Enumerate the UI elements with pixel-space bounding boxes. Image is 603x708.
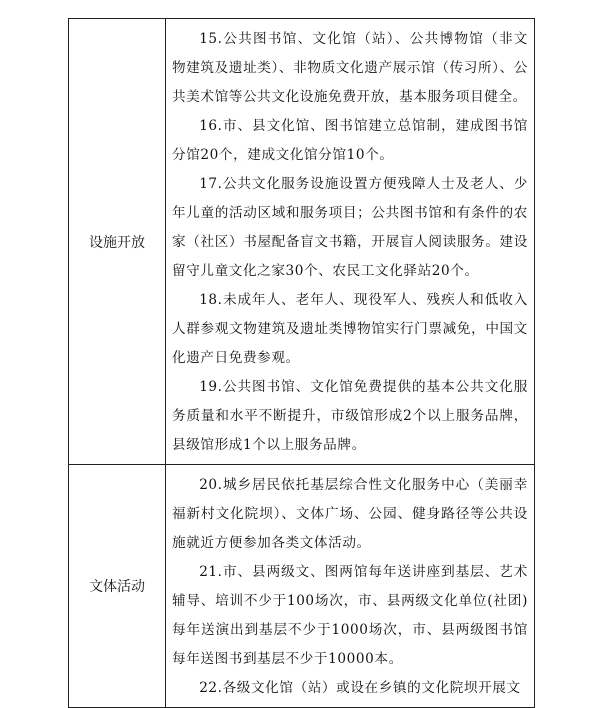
category-cell-cultural-sports-activities: 文体活动 bbox=[69, 465, 166, 708]
category-cell-facility-opening: 设施开放 bbox=[69, 19, 166, 465]
table-row bbox=[69, 19, 535, 465]
table-row bbox=[69, 465, 535, 708]
item-18: 18.未成年人、老年人、现役军人、残疾人和低收入人群参观文物建筑及遗址类博物馆实行门票减免，中国文化遗产日免费参观。 bbox=[172, 292, 528, 366]
item-20: 20.城乡居民依托基层综合性文化服务中心（美丽幸福新村文化院坝）、文体广场、公园、健身路径等公共设施就近方便参加各类文体活动。 bbox=[172, 477, 528, 551]
item-15: 15.公共图书馆、文化馆（站）、公共博物馆（非文物建筑及遗址类）、非物质文化遗产展示馆（传习所）、公共美术馆等公共文化设施免费开放，基本服务项目健全。 bbox=[172, 31, 528, 105]
content-cell bbox=[166, 19, 535, 465]
item-17: 17.公共文化服务设施设置方便残障人士及老人、少年儿童的活动区域和服务项目；公共图书馆和有条件的农家（社区）书屋配备盲文书籍，开展盲人阅读服务。建设留守儿童文化之家30个、农民工文化驿站20个。 bbox=[172, 176, 528, 279]
content-cell bbox=[166, 465, 535, 708]
item-19: 19.公共图书馆、文化馆免费提供的基本公共文化服务质量和水平不断提升，市级馆形成2个以上服务品牌，县级馆形成1个以上服务品牌。 bbox=[172, 379, 528, 453]
service-standard-table bbox=[68, 18, 535, 708]
item-22: 22.各级文化馆（站）或设在乡镇的文化院坝开展文 bbox=[199, 680, 521, 696]
item-16: 16.市、县文化馆、图书馆建立总馆制，建成图书馆分馆20个，建成文化馆分馆10个。 bbox=[172, 118, 528, 163]
item-21: 21.市、县两级文、图两馆每年送讲座到基层、艺术辅导、培训不少于100场次，市、县两级文化单位(社团)每年送演出到基层不少于1000场次，市、县两级图书馆每年送图书到基层不少于10000本。 bbox=[172, 564, 528, 667]
